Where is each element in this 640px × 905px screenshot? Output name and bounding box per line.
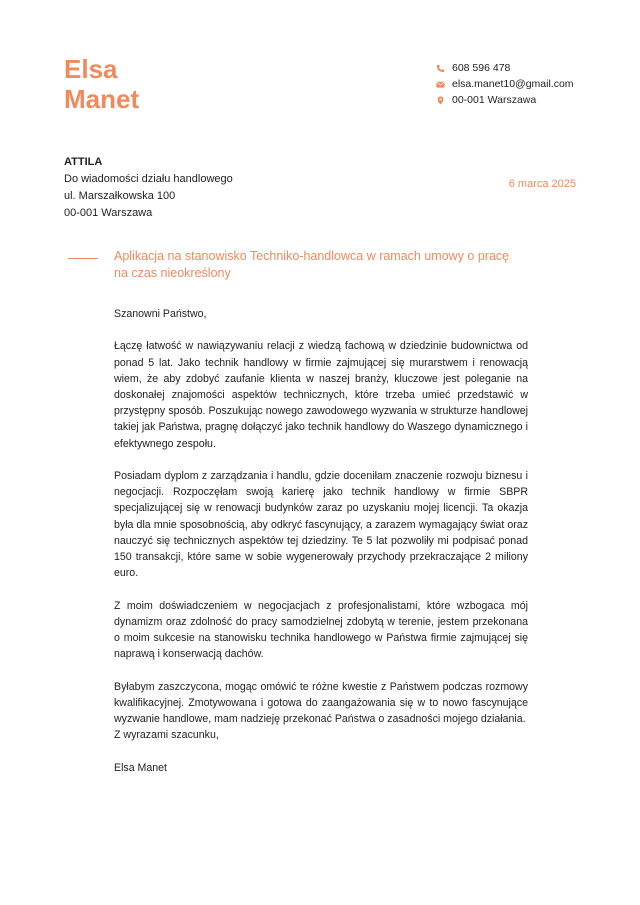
letter-subject: Aplikacja na stanowisko Techniko-handlowca w ramach umowy o pracę na czas nieokreślony xyxy=(114,249,510,280)
email-text[interactable]: elsa.manet10@gmail.com xyxy=(452,78,574,90)
recipient-company: ATTILA xyxy=(64,156,103,168)
recipient-city: 00-001 Warszawa xyxy=(64,207,153,219)
recipient-block xyxy=(64,154,233,222)
paragraph-1: Łączę łatwość w nawiązywaniu relacji z wiedzą fachową w dziedzinie budownictwa od ponad 5 lat. Jako technik handlowy w firmie zajmującej się murarstwem i renowacją wiem, że aby zdobyć zaufanie klienta w naszej branży, kluczowe jest poleganie na doskonałej znajomości aspektów technicznych, które trzeba umieć przedstawić w przystępny sposób. Poszukując nowego zawodowego wyzwania w strukturze handlowej takiej jak Państwa, pragnę dołączyć jako technik handlowy do Waszego dynamicznego i efektywnego zespołu. xyxy=(114,340,528,450)
contact-phone xyxy=(434,60,574,76)
location-text: 00-001 Warszawa xyxy=(452,94,537,106)
phone-icon xyxy=(434,62,446,74)
closing: Z wyrazami szacunku, xyxy=(114,729,219,742)
signature: Elsa Manet xyxy=(114,761,167,774)
sender-name xyxy=(64,54,139,114)
recipient-street: ul. Marszałkowska 100 xyxy=(64,190,176,202)
paragraph-4: Byłabym zaszczycona, mogąc omówić te różne kwestie z Państwem podczas rozmowy kwalifikacyjnej. Zmotywowana i gotowa do zaangażowania się w to nowo fascynujące wyzwanie handlowe, mam nadzieję przekonać Państwa o zasadności mojego działania. xyxy=(114,680,528,726)
letter-date: 6 marca 2025 xyxy=(508,178,576,190)
sender-first-name: Elsa xyxy=(64,54,118,84)
contact-block xyxy=(434,60,574,108)
sender-last-name: Manet xyxy=(64,84,140,114)
contact-email xyxy=(434,76,574,92)
envelope-icon xyxy=(434,78,446,90)
subject-divider xyxy=(68,258,98,259)
phone-text: 608 596 478 xyxy=(452,62,511,74)
paragraph-2: Posiadam dyplom z zarządzania i handlu, gdzie doceniłam znaczenie rozwoju biznesu i negocjacji. Rozpoczęłam swoją karierę jako technik handlowy w firmie SBPR specjalizującej się w renowacji budynków zaraz po uzyskaniu mojej licencji. Ta okazja była dla mnie sposobnością, aby odkryć fascynujący, a zarazem wymagający świat oraz nauczyć się technicznych aspektów tej dziedziny. Te 5 lat pozwoliły mi podpisać ponad 150 transakcji, które same w sobie wygenerowały przychody przekraczające 2 miliony euro. xyxy=(114,470,528,580)
contact-location xyxy=(434,92,574,108)
salutation: Szanowni Państwo, xyxy=(114,308,207,320)
map-pin-icon xyxy=(434,94,446,106)
recipient-attention: Do wiadomości działu handlowego xyxy=(64,173,233,185)
paragraph-3: Z moim doświadczeniem w negocjacjach z profesjonalistami, które wzbogaca mój dynamizm oraz zdolność do pracy samodzielnej zdobytą w terenie, jestem przekonana o moim sukcesie na stanowisku technika handlowego w Państwa firmie zajmującej się naprawą i konserwacją dachów. xyxy=(114,599,528,661)
letter-body xyxy=(114,306,528,776)
